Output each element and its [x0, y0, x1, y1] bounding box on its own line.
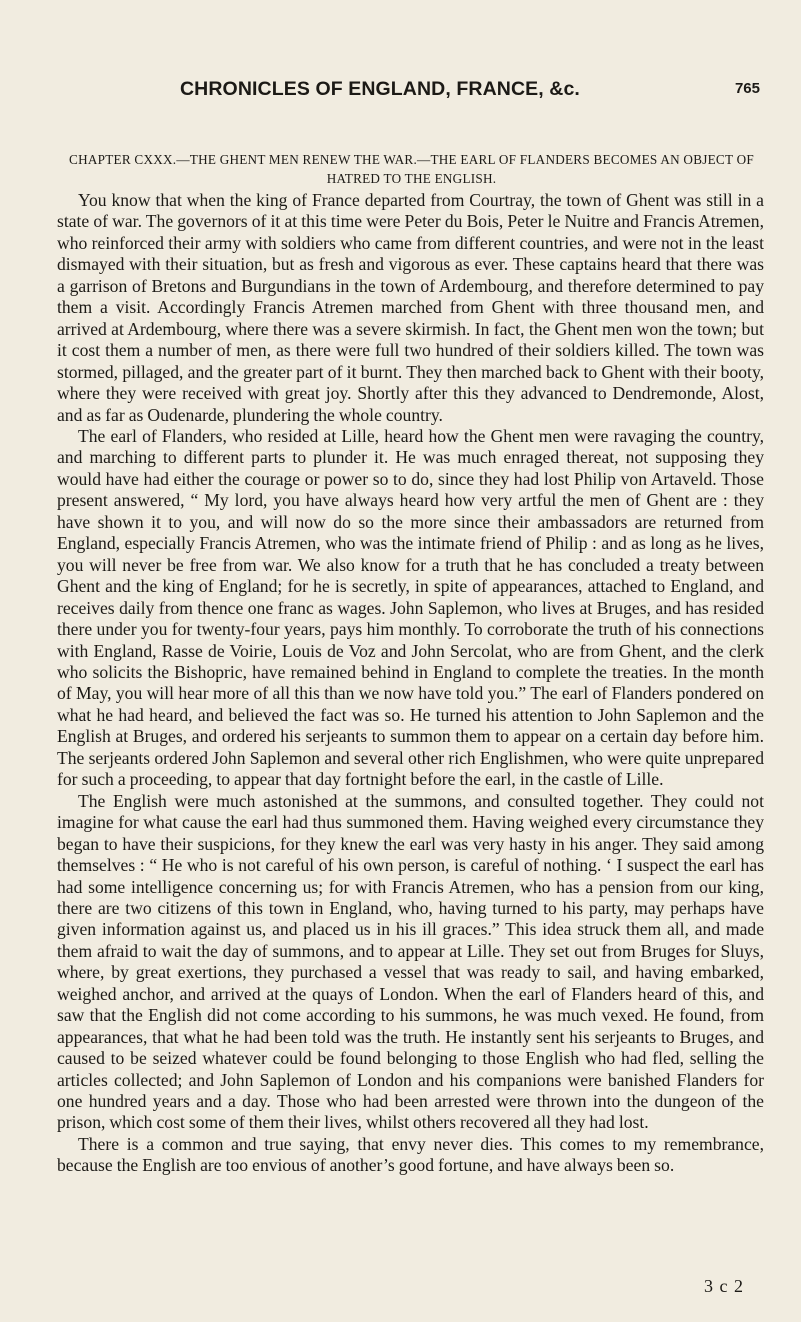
- running-head-title: CHRONICLES OF ENGLAND, FRANCE, &c.: [180, 78, 580, 100]
- chapter-heading: CHAPTER CXXX.—THE GHENT MEN RENEW THE WAR.—THE EARL OF FLANDERS BECOMES AN OBJECT OF HATRED TO THE ENGLISH.: [69, 152, 754, 186]
- paragraph-2: The earl of Flanders, who resided at Lille, heard how the Ghent men were ravaging the country, and marching to different parts to plunder it. He was much enraged thereat, not supposing they would have had either the courage or power so to do, since they had lost Philip von Artaveld. Those present answered, “ My lord, you have always heard how very artful the men of Ghent are : they have shown it to you, and will now do so the more since their ambassadors are returned from England, especially Francis Atremen, who was the intimate friend of Philip : and as long as he lives, you will never be free from war. We also know for a truth that he has concluded a treaty between Ghent and the king of England; for he is secretly, in spite of appearances, attached to England, and receives daily from thence one franc as wages. John Saplemon, who lives at Bruges, and has resided there under you for twenty-four years, pays him monthly. To corroborate the truth of his connections with England, Rasse de Voirie, Louis de Voz and John Sercolat, who are from Ghent, and the clerk who solicits the Bishopric, have remained behind in England to complete the treaties. In the month of May, you will hear more of all this than we now have told you.” The earl of Flanders pondered on what he had heard, and believed the fact was so. He turned his attention to John Saplemon and the English at Bruges, and ordered his serjeants to summon them to appear on a certain day before him. The serjeants ordered John Saplemon and several other rich Englishmen, who were quite unprepared for such a proceeding, to appear that day fortnight before the earl, in the castle of Lille.: [57, 425, 764, 790]
- paragraph-1: You know that when the king of France departed from Courtray, the town of Ghent was still in a state of war. The governors of it at this time were Peter du Bois, Peter le Nuitre and Francis Atremen, who reinforced their army with soldiers who came from different countries, and were not in the least dismayed with their situation, but as fresh and vigorous as ever. These captains heard that there was a garrison of Bretons and Burgundians in the town of Ardembourg, and therefore determined to pay them a visit. Accordingly Francis Atremen marched from Ghent with three thousand men, and arrived at Ardembourg, where there was a severe skirmish. In fact, the Ghent men won the town; but it cost them a number of men, as there were full two hundred of their soldiers killed. The town was stormed, pillaged, and the greater part of it burnt. They then marched back to Ghent with their booty, where they were received with great joy. Shortly after this they advanced to Dendremonde, Alost, and as far as Oudenarde, plundering the whole country.: [57, 190, 764, 425]
- chapter-body: [57, 190, 764, 1177]
- paragraph-4: There is a common and true saying, that envy never dies. This comes to my remembrance, because the English are too envious of another’s good fortune, and have always been so.: [57, 1133, 764, 1176]
- printer-signature-mark: 3 c 2: [704, 1276, 744, 1296]
- page-number: 765: [734, 80, 760, 97]
- paragraph-3: The English were much astonished at the summons, and consulted together. They could not imagine for what cause the earl had thus summoned them. Having weighed every circumstance they began to have their suspicions, for they knew the earl was very hasty in his anger. They said among themselves : “ He who is not careful of his own person, is careful of nothing. ‘ I suspect the earl has had some intelligence concerning us; for with Francis Atremen, who has a pension from our king, there are two citizens of this town in England, who, having turned to his party, may perhaps have given information against us, and placed us in his ill graces.” This idea struck them all, and made them afraid to wait the day of summons, and to appear at Lille. They set out from Bruges for Sluys, where, by great exertions, they purchased a vessel that was ready to sail, and having embarked, weighed anchor, and arrived at the quays of London. When the earl of Flanders heard of this, and saw that the English did not come according to his summons, he was much vexed. He found, from appearances, that what he had been told was the truth. He instantly sent his serjeants to Bruges, and caused to be seized whatever could be found belonging to those English who had fled, selling the articles collected; and John Saplemon of London and his companions were banished Flanders for one hundred years and a day. Those who had been arrested were thrown into the dungeon of the prison, which cost some of them their lives, whilst others recovered all they had lost.: [57, 790, 764, 1133]
